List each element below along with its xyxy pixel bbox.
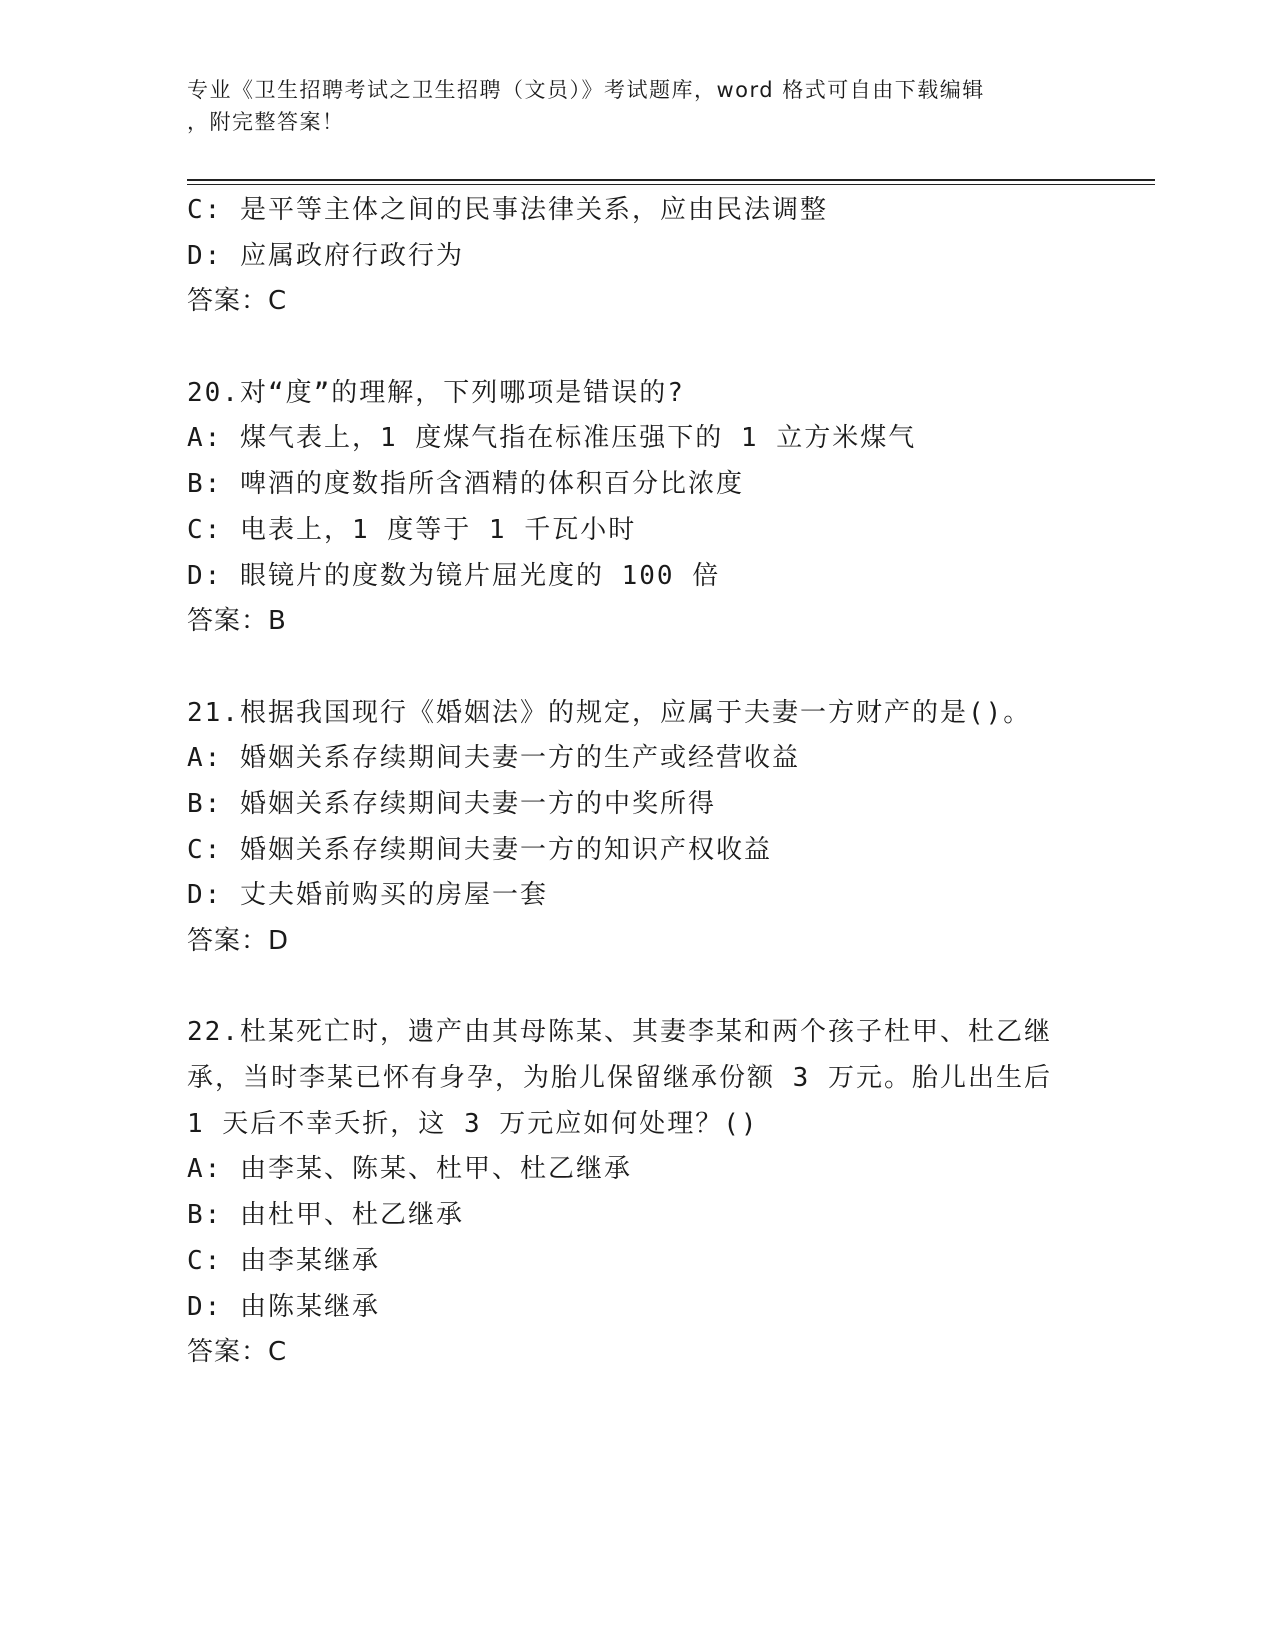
spacer — [187, 325, 1087, 371]
question-stem-line-1: 22.杜某死亡时，遗产由其母陈某、其妻李某和两个孩子杜甲、杜乙继 — [187, 1017, 1052, 1048]
option-a: A: 煤气表上，1 度煤气指在标准压强下的 1 立方米煤气 — [187, 423, 917, 454]
option-b: B: 婚姻关系存续期间夫妻一方的中奖所得 — [187, 788, 716, 819]
answer-line: 答案：D — [187, 926, 290, 956]
question-stem: 21.根据我国现行《婚姻法》的规定，应属于夫妻一方财产的是()。 — [187, 697, 1032, 728]
option-c: C: 由李某继承 — [187, 1245, 380, 1276]
option-d: D: 丈夫婚前购买的房屋一套 — [187, 880, 548, 911]
option-c: C: 婚姻关系存续期间夫妻一方的知识产权收益 — [187, 834, 772, 865]
header-divider-thin — [187, 184, 1155, 185]
answer-line: 答案：C — [187, 1337, 288, 1368]
answer-line: 答案：C — [187, 286, 288, 317]
option-c: C: 是平等主体之间的民事法律关系，应由民法调整 — [187, 195, 828, 225]
option-a: A: 由李某、陈某、杜甲、杜乙继承 — [187, 1154, 632, 1185]
spacer — [187, 965, 1087, 1011]
question-stem: 20.对“度”的理解，下列哪项是错误的? — [187, 377, 685, 408]
option-b: B: 由杜甲、杜乙继承 — [187, 1200, 464, 1231]
header-title-line-2: ，附完整答案！ — [187, 110, 345, 134]
option-c: C: 电表上，1 度等于 1 千瓦小时 — [187, 514, 637, 545]
question-22 — [187, 1010, 1087, 1376]
header-divider-thick — [187, 179, 1155, 181]
question-list — [187, 188, 1087, 1376]
question-19-continued — [187, 188, 1087, 325]
option-b: B: 啤酒的度数指所含酒精的体积百分比浓度 — [187, 469, 744, 500]
question-stem-line-2: 承，当时李某已怀有身孕，为胎儿保留继承份额 3 万元。胎儿出生后 — [187, 1063, 1052, 1094]
header-title-line-1: 专业《卫生招聘考试之卫生招聘（文员）》考试题库，word 格式可自由下载编辑 — [187, 78, 985, 102]
option-a: A: 婚姻关系存续期间夫妻一方的生产或经营收益 — [187, 743, 800, 774]
option-d: D: 眼镜片的度数为镜片屈光度的 100 倍 — [187, 560, 721, 591]
option-d: D: 由陈某继承 — [187, 1291, 380, 1322]
answer-line: 答案：B — [187, 606, 287, 637]
question-stem-line-3: 1 天后不幸夭折，这 3 万元应如何处理？() — [187, 1108, 759, 1139]
question-20 — [187, 371, 1087, 645]
document-header — [187, 74, 1067, 138]
question-21 — [187, 691, 1087, 965]
spacer — [187, 645, 1087, 691]
option-d: D: 应属政府行政行为 — [187, 240, 464, 271]
